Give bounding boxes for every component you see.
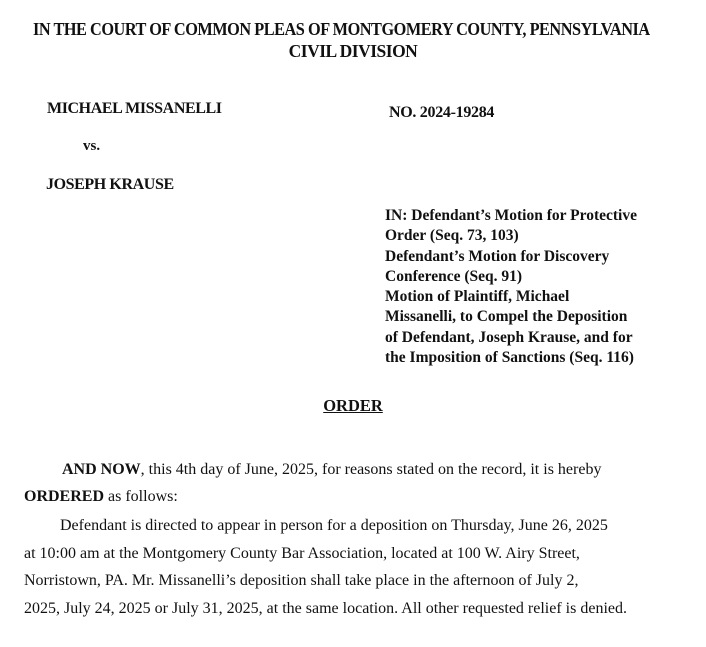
order-body-line: Defendant is directed to appear in person for a deposition on Thursday, June 26, 2025 — [60, 517, 608, 534]
case-number: NO. 2024-19284 — [389, 104, 495, 121]
order-intro — [62, 456, 601, 483]
order-intro-text: , this 4th day of June, 2025, for reasons stated on the record, it is hereby — [140, 461, 602, 478]
motions-block — [385, 206, 705, 368]
and-now-label: AND NOW — [62, 461, 141, 478]
ordered-text: as follows: — [104, 488, 178, 505]
order-body-line: at 10:00 am at the Montgomery County Bar Association, located at 100 W. Airy Street, — [24, 544, 580, 562]
order-title-text: ORDER — [323, 396, 383, 415]
plaintiff-name: MICHAEL MISSANELLI — [47, 100, 222, 117]
order-body — [24, 512, 627, 622]
motion-line: IN: Defendant’s Motion for Protective — [385, 207, 637, 224]
court-heading: IN THE COURT OF COMMON PLEAS OF MONTGOMERY COUNTY, PENNSYLVANIA — [33, 19, 650, 39]
motion-line: the Imposition of Sanctions (Seq. 116) — [385, 349, 634, 367]
ordered-line — [24, 483, 178, 510]
order-body-line: 2025, July 24, 2025 or July 31, 2025, at the same location. All other requested relief is denied. — [24, 599, 627, 617]
ordered-label: ORDERED — [24, 488, 105, 505]
order-body-line: Norristown, PA. Mr. Missanelli’s deposition shall take place in the afternoon of July 2, — [24, 572, 579, 589]
versus-label: vs. — [83, 138, 101, 154]
motion-line: Order (Seq. 73, 103) — [385, 227, 519, 245]
motion-line: Missanelli, to Compel the Deposition — [385, 308, 628, 326]
order-title — [0, 396, 706, 416]
motion-line: Defendant’s Motion for Discovery — [385, 247, 610, 265]
motion-line: Motion of Plaintiff, Michael — [385, 288, 570, 306]
motion-line: of Defendant, Joseph Krause, and for — [385, 328, 633, 346]
division-heading: CIVIL DIVISION — [288, 41, 418, 61]
defendant-name: JOSEPH KRAUSE — [46, 176, 174, 193]
motion-line: Conference (Seq. 91) — [385, 267, 523, 285]
